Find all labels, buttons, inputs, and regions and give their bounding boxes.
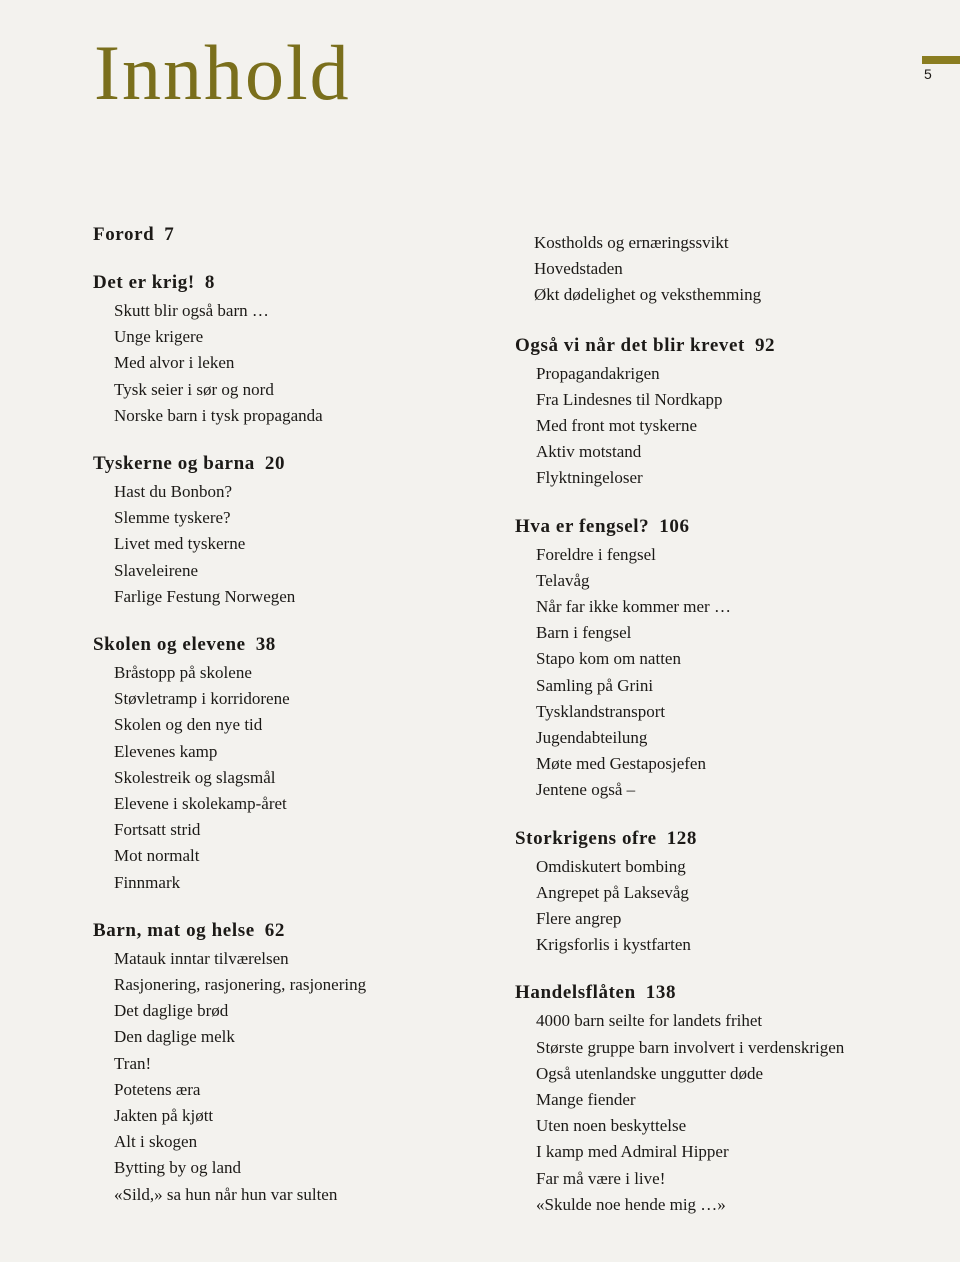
toc-item[interactable]: Barn i fengsel — [536, 623, 632, 643]
toc-item[interactable]: Uten noen beskyttelse — [536, 1116, 687, 1136]
toc-item[interactable]: Livet med tyskerne — [114, 534, 246, 554]
toc-item[interactable]: Jakten på kjøtt — [114, 1106, 214, 1126]
toc-item[interactable]: Jugendabteilung — [536, 728, 648, 748]
toc-item[interactable]: Tran! — [114, 1053, 152, 1073]
toc-item[interactable]: «Sild,» sa hun når hun var sulten — [114, 1184, 338, 1204]
toc-item[interactable]: Den daglige melk — [114, 1027, 235, 1047]
page-number: 5 — [924, 66, 932, 82]
toc-right-column — [515, 230, 935, 1240]
toc-section — [93, 270, 513, 429]
section-title: Også vi når det blir krevet — [515, 334, 745, 356]
section-page-number: 62 — [264, 919, 285, 941]
section-title: Forord — [93, 224, 155, 245]
toc-section — [93, 918, 513, 1208]
section-title: Storkrigens ofre — [515, 827, 657, 849]
toc-item[interactable]: Unge krigere — [114, 327, 204, 347]
toc-item[interactable]: Hast du Bonbon? — [114, 482, 233, 502]
toc-item[interactable]: Telavåg — [536, 570, 590, 590]
toc-item[interactable]: Skolen og den nye tid — [114, 715, 263, 735]
toc-left-column — [93, 222, 513, 1230]
section-heading[interactable] — [515, 333, 935, 359]
page-marker-bar — [922, 56, 960, 64]
toc-item[interactable]: Stapo kom om natten — [536, 649, 681, 669]
continued-items — [515, 230, 935, 309]
toc-item[interactable]: Mot normalt — [114, 846, 200, 866]
section-title: Det er krig! — [93, 272, 195, 293]
toc-item[interactable]: Med alvor i leken — [114, 353, 235, 373]
section-page-number: 106 — [659, 515, 690, 537]
toc-item[interactable]: Når far ikke kommer mer … — [536, 597, 731, 617]
toc-section — [515, 514, 935, 804]
toc-item[interactable]: Aktiv motstand — [536, 442, 642, 462]
toc-item[interactable]: Krigsforlis i kystfarten — [536, 935, 691, 955]
toc-item[interactable]: Bråstopp på skolene — [114, 663, 252, 683]
section-page-number: 8 — [204, 272, 215, 293]
toc-section — [93, 451, 513, 610]
section-page-number: 38 — [255, 634, 276, 656]
toc-item[interactable]: 4000 barn seilte for landets frihet — [536, 1011, 763, 1031]
toc-item[interactable]: Elevene i skolekamp-året — [114, 794, 287, 814]
toc-section — [93, 222, 513, 248]
toc-item[interactable]: Med front mot tyskerne — [536, 416, 697, 436]
toc-item[interactable]: Far må være i live! — [536, 1168, 666, 1188]
toc-section — [515, 826, 935, 959]
toc-item[interactable]: Hovedstaden — [534, 259, 623, 279]
toc-section — [515, 333, 935, 492]
toc-section — [515, 980, 935, 1218]
section-heading[interactable] — [93, 270, 513, 296]
section-heading[interactable] — [93, 918, 513, 944]
toc-item[interactable]: Mange fiender — [536, 1090, 636, 1110]
toc-item[interactable]: Støvletramp i korridorene — [114, 689, 290, 709]
toc-item[interactable]: Foreldre i fengsel — [536, 544, 656, 564]
toc-item[interactable]: Største gruppe barn involvert i verdenskrigen — [536, 1037, 845, 1057]
section-title: Barn, mat og helse — [93, 919, 255, 941]
toc-item[interactable]: Matauk inntar tilværelsen — [114, 948, 289, 968]
section-page-number: 7 — [164, 224, 175, 245]
toc-item[interactable]: Tysk seier i sør og nord — [114, 379, 274, 399]
toc-item[interactable]: Farlige Festung Norwegen — [114, 586, 296, 606]
toc-item[interactable]: Fra Lindesnes til Nordkapp — [536, 389, 723, 409]
section-title: Skolen og elevene — [93, 634, 246, 656]
section-heading[interactable] — [93, 632, 513, 658]
section-page-number: 20 — [264, 453, 286, 475]
toc-item[interactable]: Bytting by og land — [114, 1158, 242, 1178]
toc-item[interactable]: Elevenes kamp — [114, 741, 218, 761]
toc-section — [93, 632, 513, 896]
toc-item[interactable]: Også utenlandske unggutter døde — [536, 1063, 764, 1083]
section-page-number: 138 — [645, 982, 677, 1004]
toc-item[interactable]: Økt dødelighet og veksthemming — [534, 285, 762, 305]
toc-item[interactable]: Flere angrep — [536, 909, 622, 929]
toc-item[interactable]: Skutt blir også barn … — [114, 301, 269, 320]
toc-item[interactable]: Norske barn i tysk propaganda — [114, 405, 323, 425]
toc-item[interactable]: Møte med Gestaposjefen — [536, 754, 706, 774]
toc-item[interactable]: Propagandakrigen — [536, 363, 660, 383]
toc-item[interactable]: Angrepet på Laksevåg — [536, 882, 689, 902]
page-title: Innhold — [94, 29, 351, 116]
toc-item[interactable]: Kostholds og ernæringssvikt — [534, 233, 729, 252]
toc-item[interactable]: Skolestreik og slagsmål — [114, 767, 276, 787]
toc-item[interactable]: Flyktningeloser — [536, 468, 643, 488]
toc-item[interactable]: Omdiskutert bombing — [536, 856, 686, 876]
section-heading[interactable] — [515, 980, 935, 1006]
section-heading[interactable] — [515, 826, 935, 852]
section-page-number: 92 — [754, 334, 776, 356]
toc-item[interactable]: Alt i skogen — [114, 1132, 198, 1152]
section-title: Handelsflåten — [515, 982, 636, 1004]
toc-item[interactable]: Slemme tyskere? — [114, 508, 231, 528]
toc-item[interactable]: Fortsatt strid — [114, 820, 201, 840]
toc-item[interactable]: Slaveleirene — [114, 560, 199, 580]
section-title: Hva er fengsel? — [515, 515, 650, 537]
section-title: Tyskerne og barna — [93, 453, 255, 475]
toc-item[interactable]: Finnmark — [114, 872, 181, 892]
toc-item[interactable]: «Skulde noe hende mig …» — [536, 1194, 726, 1214]
toc-item[interactable]: Samling på Grini — [536, 675, 654, 695]
toc-item[interactable]: Rasjonering, rasjonering, rasjonering — [114, 975, 367, 995]
section-heading[interactable] — [93, 451, 513, 477]
toc-item[interactable]: I kamp med Admiral Hipper — [536, 1142, 729, 1162]
section-heading[interactable] — [515, 514, 935, 540]
toc-item[interactable]: Det daglige brød — [114, 1001, 229, 1021]
toc-item[interactable]: Tysklandstransport — [536, 701, 666, 721]
section-heading[interactable] — [93, 222, 513, 248]
section-page-number: 128 — [666, 827, 698, 849]
toc-item[interactable]: Jentene også – — [536, 780, 636, 800]
toc-item[interactable]: Potetens æra — [114, 1079, 201, 1099]
